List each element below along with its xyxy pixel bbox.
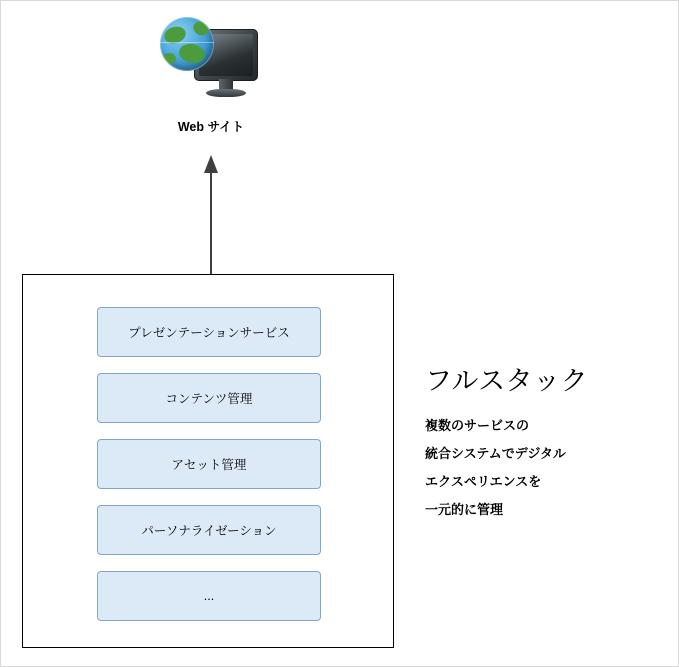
annotation-line: 複数のサービスの <box>425 418 530 433</box>
service-item-presentation[interactable] <box>97 307 321 357</box>
service-item-label: パーソナライゼーション <box>141 524 277 538</box>
annotation-line: 統合システムでデジタル <box>425 446 566 461</box>
annotation-block <box>425 359 655 524</box>
service-list <box>97 307 321 621</box>
service-item-label: ... <box>203 589 215 603</box>
annotation-line: 一元的に管理 <box>425 502 504 517</box>
monitor-stand-base <box>206 89 246 97</box>
annotation-line: エクスペリエンスを <box>425 474 542 489</box>
service-item-label: プレゼンテーションサービス <box>128 326 290 340</box>
website-node <box>146 11 276 136</box>
globe-monitor-icon <box>156 11 266 109</box>
service-item-content-management[interactable] <box>97 373 321 423</box>
service-item-asset-management[interactable] <box>97 439 321 489</box>
service-item-personalization[interactable] <box>97 505 321 555</box>
fullstack-container <box>22 274 394 648</box>
globe-equator <box>160 42 214 47</box>
annotation-title: フルスタック <box>425 366 589 396</box>
globe-icon <box>160 17 214 71</box>
upward-arrow-icon <box>186 153 236 278</box>
service-item-label: アセット管理 <box>171 458 247 472</box>
service-item-more[interactable] <box>97 571 321 621</box>
website-node-label: Web サイト <box>177 120 245 134</box>
service-item-label: コンテンツ管理 <box>165 392 253 406</box>
